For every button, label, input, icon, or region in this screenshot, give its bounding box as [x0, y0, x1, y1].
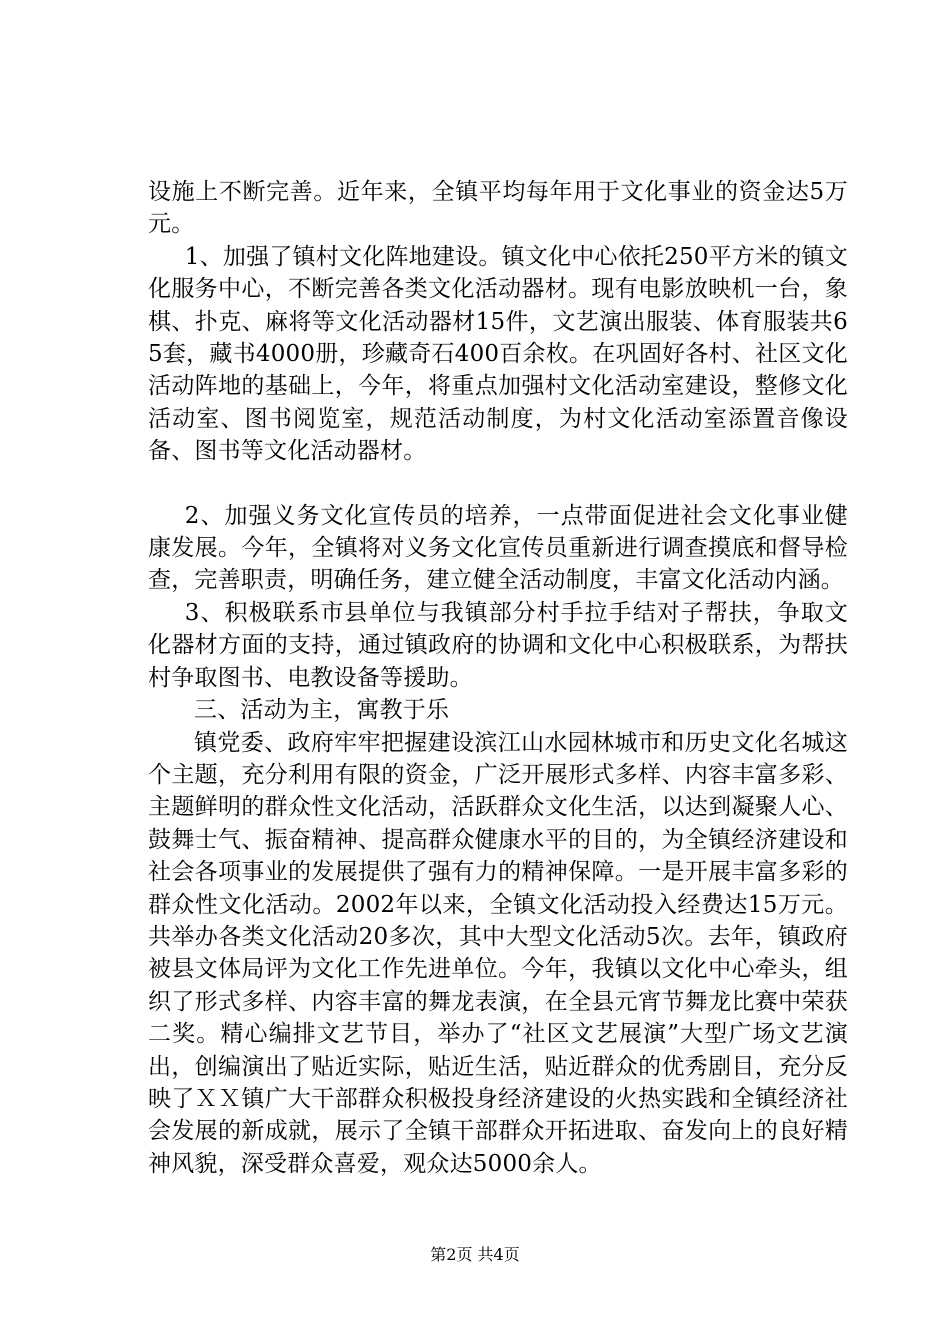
- paragraph-cultural-activities: 镇党委、政府牢牢把握建设滨江山水园林城市和历史文化名城这个主题，充分利用有限的资金，广泛开展形式多样、内容丰富多彩、主题鲜明的群众性文化活动，活跃群众文化生活，以达到凝聚人心、鼓舞士气、振奋精神、提高群众健康水平的目的，为全镇经济建设和社会各项事业的发展提供了强有力的精神保障。一是开展丰富多彩的群众性文化活动。2002年以来，全镇文化活动投入经费达15万元。共举办各类文化活动20多次，其中大型文化活动5次。去年，镇政府被县文体局评为文化工作先进单位。今年，我镇以文化中心牵头，组织了形式多样、内容丰富的舞龙表演，在全县元宵节舞龙比赛中荣获二奖。精心编排文艺节目，举办了“社区文艺展演”大型广场文艺演出，创编演出了贴近实际，贴近生活，贴近群众的优秀剧目，充分反映了ＸＸ镇广大干部群众积极投身经济建设的火热实践和全镇经济社会发展的新成就，展示了全镇干部群众开拓进取、奋发向上的良好精神风貌，深受群众喜爱，观众达5000余人。: [148, 729, 848, 1177]
- paragraph-partner-support: 3、积极联系市县单位与我镇部分村手拉手结对子帮扶，争取文化器材方面的支持，通过镇政府的协调和文化中心积极联系，为帮扶村争取图书、电教设备等援助。: [148, 599, 848, 691]
- paragraph-gap: [148, 468, 848, 500]
- paragraph-volunteer-training: 2、加强义务文化宣传员的培养，一点带面促进社会文化事业健康发展。今年，全镇将对义务文化宣传员重新进行调查摸底和督导检查，完善职责，明确任务，建立健全活动制度，丰富文化活动内涵。: [148, 502, 848, 594]
- paragraph-culture-venues: 1、加强了镇村文化阵地建设。镇文化中心依托250平方米的镇文化服务中心，不断完善各类文化活动器材。现有电影放映机一台，象棋、扑克、麻将等文化活动器材15件，文艺演出服装、体育服装共65套，藏书4000册，珍藏奇石400百余枚。在巩固好各村、社区文化活动阵地的基础上，今年，将重点加强村文化活动室建设，整修文化活动室、图书阅览室，规范活动制度，为村文化活动室添置音像设备、图书等文化活动器材。: [148, 243, 848, 465]
- paragraph-funding: 设施上不断完善。近年来，全镇平均每年用于文化事业的资金达5万元。: [148, 179, 848, 238]
- section-heading-activities: 三、活动为主，寓教于乐: [194, 697, 450, 724]
- page-number-footer: 第2页 共4页: [430, 1245, 520, 1264]
- document-body: [148, 176, 848, 1180]
